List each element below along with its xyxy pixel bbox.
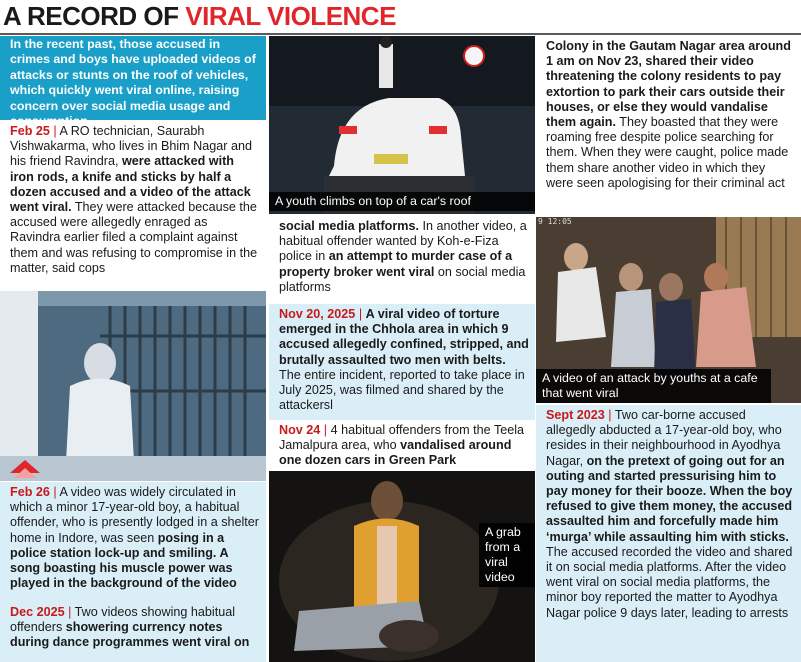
headline (0, 0, 801, 35)
sept2023-entry: Sept 2023 | Two car-borne accused allegedly abducted a 17-year-old boy, who resides in their neighbourhood in Ayodhya Nagar, on the pretext of going out for an outing and started pressurising him to pay money for their booze. When the boy refused to give them money, the accused assaulted him and forcefully made him ‘murga’ while assaulting him with sticks. The accused recorded the video and shared it on social media platforms. After the video went viral on social media platforms, the minor boy reported the matter to Ayodhya Nagar police 9 days later, leading to arrests (536, 405, 801, 662)
entry-date: Sept 2023 (546, 408, 605, 422)
video-timestamp: 9 12:05 (538, 217, 572, 226)
car-image (269, 36, 535, 214)
entry-bold: were attacked with iron rods, a knife and sticks by half a dozen accused and a video of the attack went viral. (10, 154, 251, 215)
headline-text (3, 1, 396, 32)
intro-box: In the recent past, those accused in crimes and boys have uploaded videos of attacks or stunts on the roof of vehicles, which quickly went viral online, raising concern over social media usage and (0, 36, 266, 120)
cafe-caption: A video of an attack by youths at a cafe that went viral (536, 369, 771, 403)
headline-part1: A RECORD OF (3, 1, 186, 31)
entry-text: They boasted that they were roaming free despite police searching for them. When they were caught, police made them share another video in which they were seen apologising for their criminal act (546, 115, 789, 190)
entry-date: Nov 20, 2025 (279, 307, 356, 321)
entry-date: Feb 25 (10, 124, 50, 138)
entry-text: on social media platforms (279, 264, 526, 294)
entry-date: Feb 26 (10, 485, 50, 499)
entry-text: A RO technician, Saurabh Vishwakarma, who lives in Bhim Nagar and his friend Ravindra, (10, 124, 252, 169)
marker-triangle-inner-icon (14, 468, 36, 478)
right-continuation (536, 36, 801, 216)
entry-bold: Colony in the Gautam Nagar area around 1 am on Nov 23, shared their video threatening the colony residents to pay extortion to park their cars outside their houses, or else they would vandalise them again. (546, 39, 791, 130)
mid-continuation (269, 216, 535, 304)
entry-date: Nov 24 (279, 423, 321, 437)
entry-bold: showering currency notes during dance programmes went viral on (10, 620, 250, 650)
entry-text: The accused recorded the video and shared it on social media platforms. After the video went viral on social media platforms, the minor boy reported the matter to Ayodhya Nagar police 9 days later, leading to arrests (546, 544, 793, 620)
entry-bold: social media platforms. (279, 219, 419, 233)
entry-text: A video was widely circulated in which a minor 17-year-old boy, a habitual offender, who is presently lodged in a shelter home in Indore, was seen (10, 485, 260, 545)
lockup-photo (0, 291, 266, 481)
headline-part2: VIRAL VIOLENCE (185, 1, 396, 31)
dec2025-entry: Dec 2025 | Two videos showing habitual offenders showering currency notes during dance programmes went viral on (0, 602, 266, 662)
nov24-entry: Nov 24 | 4 habitual offenders from the Teela Jamalpura area, who vandalised around one dozen cars in Green Park (269, 420, 535, 470)
car-caption: A youth climbs on top of a car's roof (269, 192, 535, 211)
entry-text: Two videos showing habitual offenders (10, 605, 235, 635)
entry-bold: vandalised around one dozen cars in Green Park (279, 438, 512, 468)
lockup-image (0, 291, 266, 481)
entry-bold: on the pretext of going out for an outing and started pressurising him to pay money for their booze. When the boy refused to give them money, the accused assaulted him and forcefully made him ‘murga’ while assaulting him with sticks. (546, 453, 793, 544)
entry-date: Dec 2025 (10, 605, 65, 619)
feb25-entry: Feb 25 | A RO technician, Saurabh Vishwakarma, who lives in Bhim Nagar and his friend Ravindra, were attacked with iron rods, a knife and sticks by half a dozen accused and a video of the attack went viral. They were attacked because the accused were allegedly enraged as Ravindra earlier filed a complaint against them and was refusing to compromise in the matter, said cops (0, 121, 266, 291)
nov20-entry: Nov 20, 2025 | A viral video of torture emerged in the Chhola area in which 9 accused allegedly confined, stripped, and brutally assaulted two men with belts. The entire incident, reported to take place in July 2025, was filmed and shared by the attackersl (269, 304, 535, 420)
grab-caption: A grab from a viral video (479, 523, 535, 587)
car-photo (269, 36, 535, 214)
entry-text: 4 habitual offenders from the Teela Jamalpura area, who (279, 423, 525, 453)
entry-text: In another video, a habitual offender wanted by Koh-e-Fiza police in (279, 219, 527, 264)
entry-text: They were attacked because the accused were allegedly enraged as Ravindra earlier filed a complaint against them and was refusing to compromise in the matter, said cops (10, 200, 258, 275)
entry-bold: posing in a police station lock-up and smiling. A song boasting his muscle power was played in the background of the video (10, 530, 237, 591)
entry-text: Two car-borne accused allegedly abducted a 17-year-old boy, who resides in their neighbourhood in Ayodhya Nagar, (546, 408, 782, 468)
entry-bold: A viral video of torture emerged in the Chhola area in which 9 accused allegedly confined, stripped, and brutally assaulted two men with belts. (279, 307, 529, 367)
grab-photo (269, 471, 535, 662)
entry-text: The entire incident, reported to take place in July 2025, was filmed and shared by the attackersl (279, 367, 525, 413)
entry-bold: an attempt to murder case of a property broker went viral (279, 249, 513, 279)
feb26-entry: Feb 26 | A video was widely circulated in which a minor 17-year-old boy, a habitual offender, who is presently lodged in a shelter home in Indore, was seen posing in a police station lock-up and smiling. A song boasting his muscle power was played in the background of the video (0, 482, 266, 602)
cafe-photo (536, 217, 801, 403)
